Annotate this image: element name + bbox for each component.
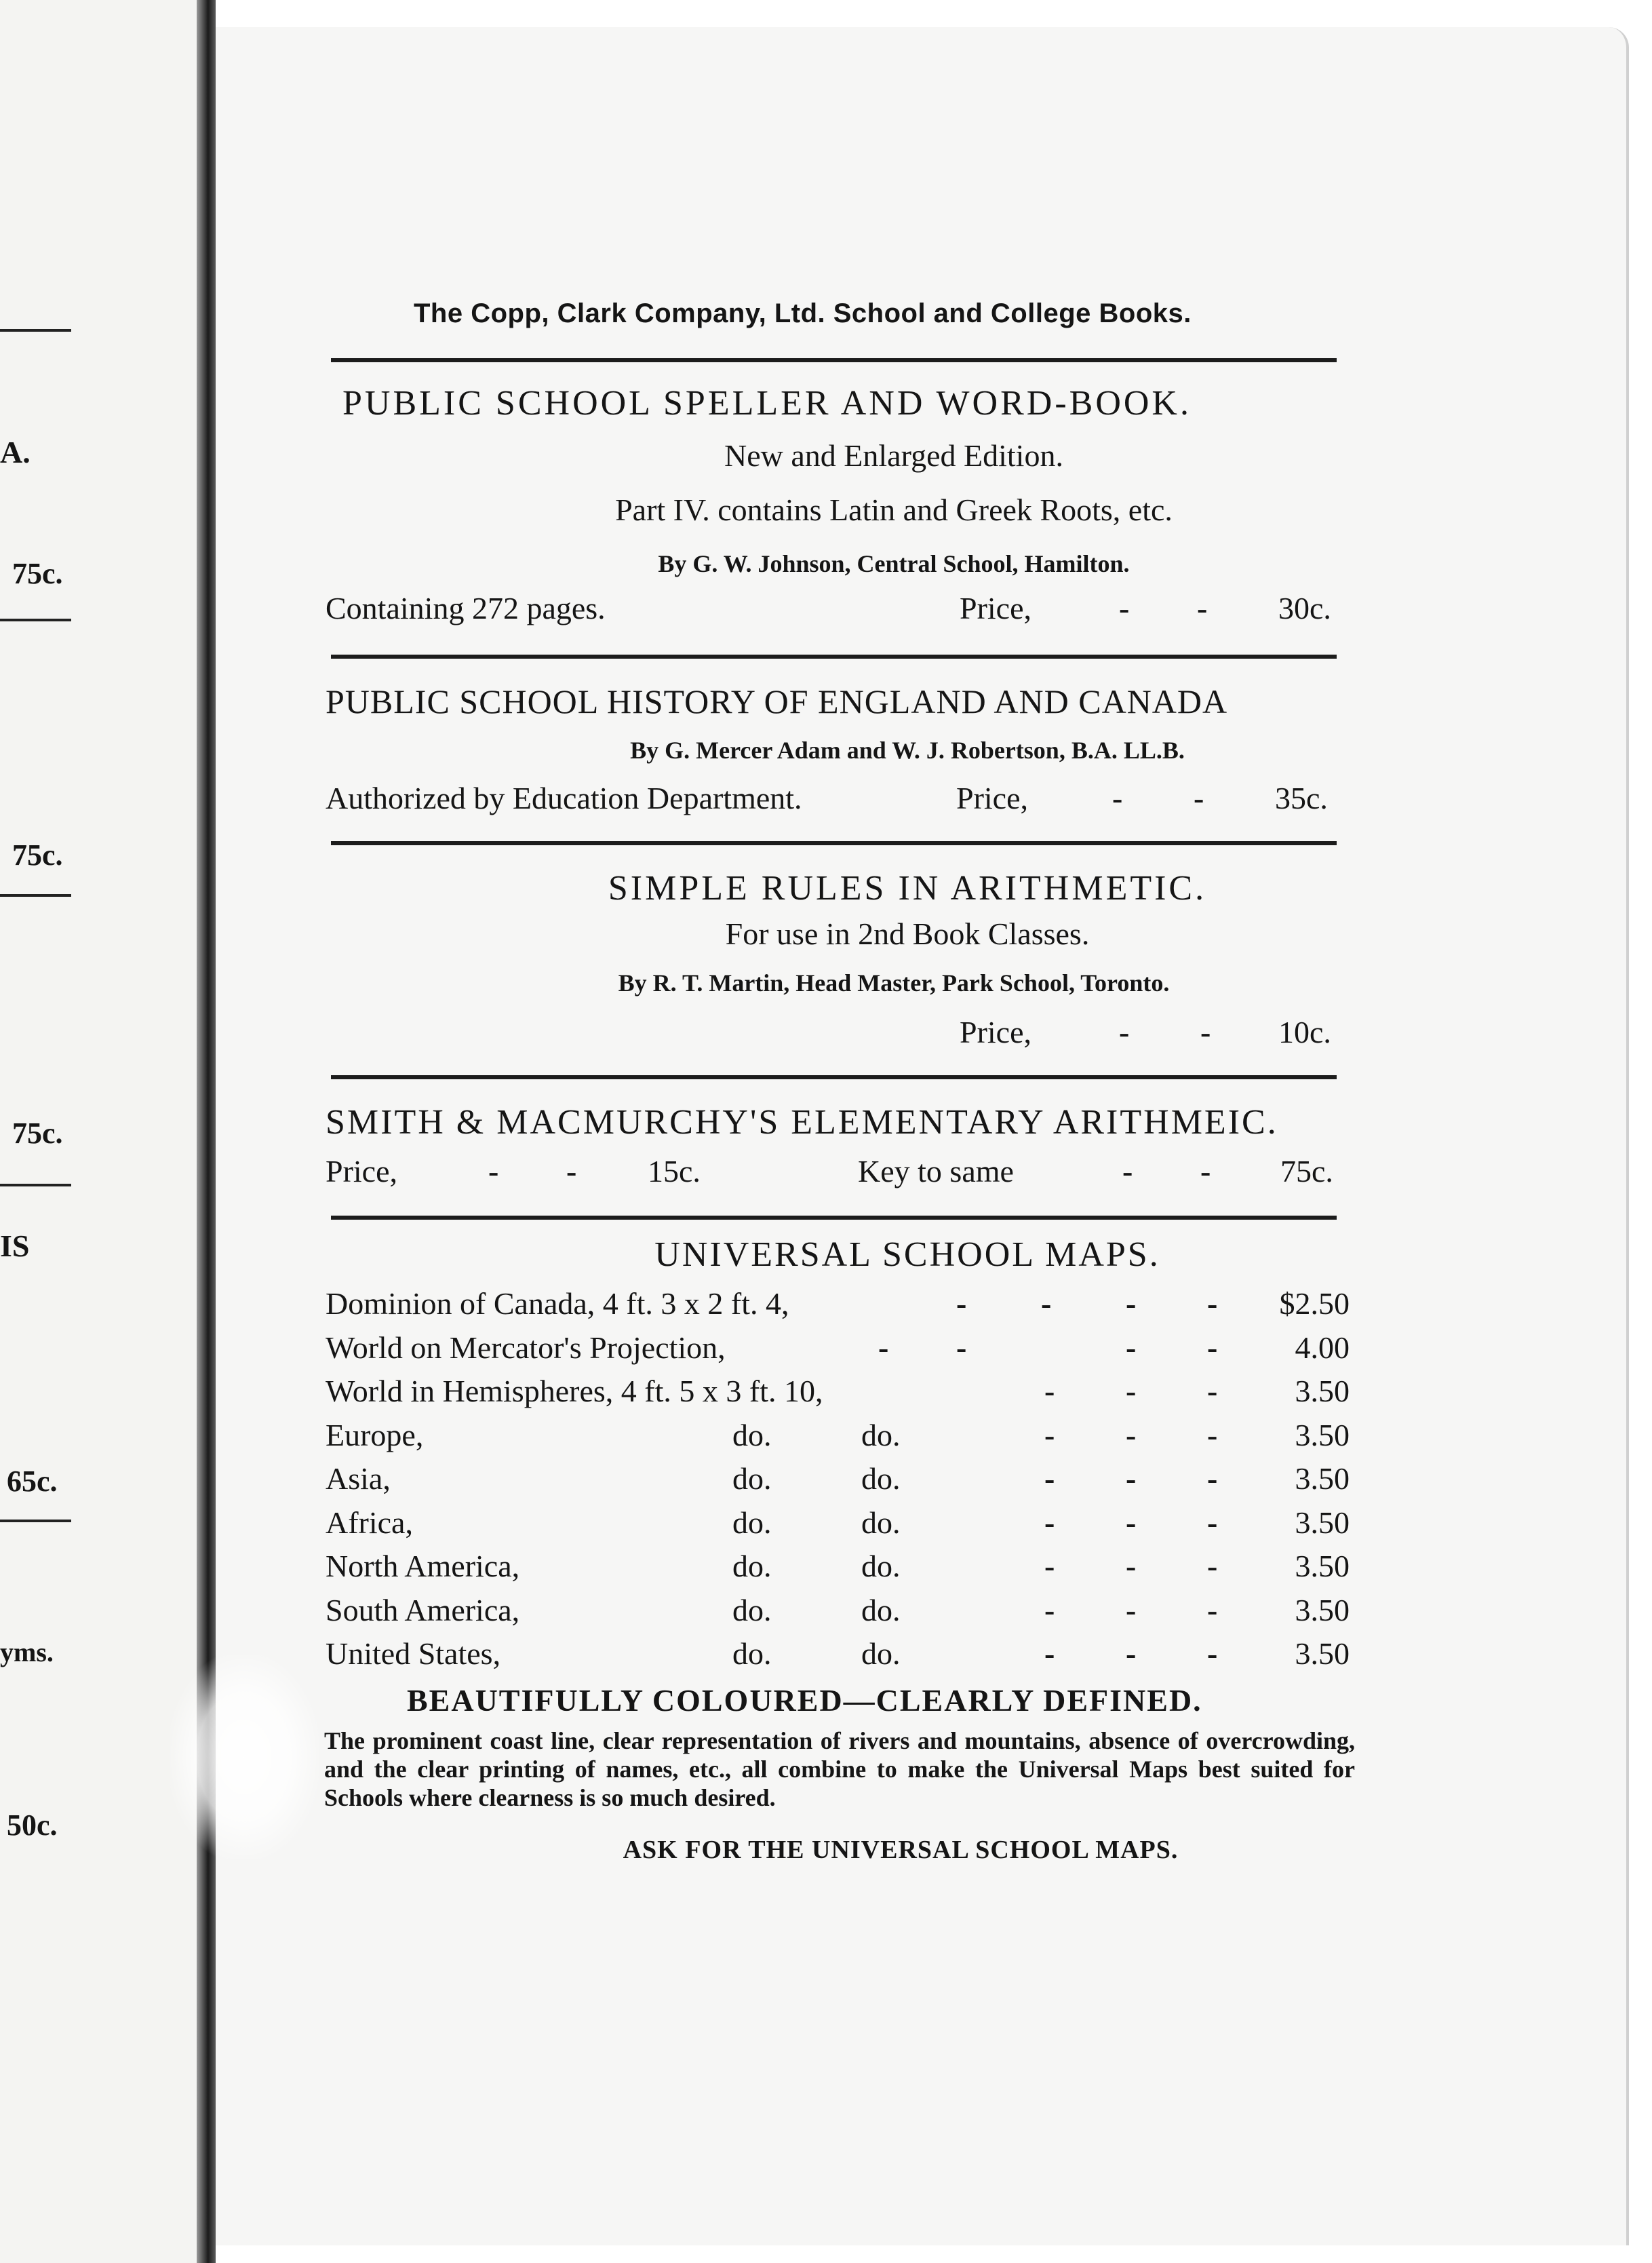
speller-author: By G. W. Johnson, Central School, Hamilton.: [658, 550, 1130, 577]
smith-key-price: 75c.: [1280, 1154, 1333, 1188]
leader-dash: -: [1044, 1592, 1055, 1627]
section-rule: [331, 1216, 1337, 1220]
leader-dash: -: [1207, 1417, 1218, 1452]
right-page: [216, 27, 1629, 2245]
left-page-fragment-text: yms.: [0, 1637, 54, 1667]
map-name: World on Mercator's Projection,: [326, 1330, 726, 1365]
map-price: 3.50: [1295, 1592, 1350, 1627]
arithmetic-title: SIMPLE RULES IN ARITHMETIC.: [608, 869, 1207, 908]
leader-dash: -: [956, 1330, 967, 1365]
maps-description: The prominent coast line, clear representation of rivers and mountains, absence of overcrowding, and the clear printing of names, etc., all combine to make the Universal Maps best suited for Schools where clearness is so much desired.: [324, 1727, 1355, 1811]
speller-title: PUBLIC SCHOOL SPELLER AND WORD-BOOK.: [342, 384, 1192, 423]
leader-dash: -: [1200, 1154, 1211, 1188]
leader-dash: -: [1126, 1592, 1137, 1627]
smith-price: 15c.: [648, 1154, 701, 1188]
history-title: PUBLIC SCHOOL HISTORY OF ENGLAND AND CANADA: [326, 682, 1228, 720]
map-ditto: do.: [861, 1636, 901, 1671]
section-rule: [331, 655, 1337, 659]
leader-dash: -: [1207, 1374, 1218, 1408]
leader-dash: -: [1126, 1374, 1137, 1408]
left-page-fragment-text: IS: [0, 1229, 30, 1263]
leader-dash: -: [1200, 1015, 1211, 1049]
left-page-fragment: A. 75c. 75c. 75c. IS 65c. yms. 50c.: [0, 0, 197, 2263]
leader-dash: -: [1119, 1015, 1130, 1049]
leader-dash: -: [1207, 1505, 1218, 1540]
leader-dash: -: [1044, 1417, 1055, 1452]
map-name: Europe,: [326, 1417, 424, 1452]
maps-title: UNIVERSAL SCHOOL MAPS.: [654, 1235, 1160, 1274]
history-price: 35c.: [1275, 781, 1328, 815]
map-row: [326, 1636, 1350, 1680]
arithmetic-use: For use in 2nd Book Classes.: [725, 916, 1090, 951]
speller-pages: Containing 272 pages.: [326, 591, 606, 625]
map-price: 3.50: [1295, 1374, 1350, 1408]
map-ditto: do.: [732, 1505, 772, 1540]
leader-dash: -: [1126, 1330, 1137, 1365]
leader-dash: -: [1126, 1461, 1137, 1496]
leader-dash: -: [1044, 1461, 1055, 1496]
maps-call-to-action: ASK FOR THE UNIVERSAL SCHOOL MAPS.: [623, 1836, 1179, 1864]
leader-dash: -: [1207, 1330, 1218, 1365]
publisher-header: The Copp, Clark Company, Ltd. School and College Books.: [414, 298, 1192, 328]
map-price: 3.50: [1295, 1461, 1350, 1496]
map-name: South America,: [326, 1592, 520, 1627]
smith-price-label: Price,: [326, 1154, 398, 1188]
map-price: $2.50: [1279, 1286, 1350, 1321]
arithmetic-author: By R. T. Martin, Head Master, Park School, Toronto.: [618, 969, 1170, 997]
leader-dash: -: [1207, 1461, 1218, 1496]
arithmetic-price: 10c.: [1278, 1015, 1331, 1049]
map-row: [326, 1505, 1350, 1549]
smith-key-label: Key to same: [858, 1154, 1014, 1188]
leader-dash: -: [1197, 591, 1208, 625]
map-row: [326, 1373, 1350, 1417]
map-name: North America,: [326, 1549, 520, 1583]
leader-dash: -: [1207, 1592, 1218, 1627]
map-name: Africa,: [326, 1505, 413, 1540]
maps-tagline: BEAUTIFULLY COLOURED—CLEARLY DEFINED.: [407, 1683, 1202, 1718]
speller-part: [0, 492, 1652, 528]
header-rule: [331, 358, 1337, 362]
leader-dash: -: [1122, 1154, 1133, 1188]
section-rule: [331, 1075, 1337, 1079]
map-name: United States,: [326, 1636, 501, 1671]
leader-dash: -: [1044, 1505, 1055, 1540]
section-rule: [331, 841, 1337, 845]
map-ditto: do.: [732, 1592, 772, 1627]
map-price: 3.50: [1295, 1636, 1350, 1671]
arithmetic-price-label: Price,: [960, 1015, 1032, 1049]
history-author: By G. Mercer Adam and W. J. Robertson, B.A. LL.B.: [630, 737, 1185, 764]
leader-dash: -: [956, 1286, 967, 1321]
map-ditto: do.: [732, 1417, 772, 1452]
left-page-fragment-text: A.: [0, 435, 31, 469]
leader-dash: -: [1044, 1636, 1055, 1671]
map-ditto: do.: [861, 1417, 901, 1452]
leader-dash: -: [1126, 1286, 1137, 1321]
leader-dash: -: [1044, 1549, 1055, 1583]
map-price: 4.00: [1295, 1330, 1350, 1365]
leader-dash: -: [1126, 1505, 1137, 1540]
map-row: [326, 1417, 1350, 1461]
map-price: 3.50: [1295, 1417, 1350, 1452]
smith-title: SMITH & MACMURCHY'S ELEMENTARY ARITHMEIC.: [326, 1103, 1278, 1142]
map-name: World in Hemispheres, 4 ft. 5 x 3 ft. 10,: [326, 1374, 823, 1408]
map-ditto: do.: [732, 1461, 772, 1496]
map-row: [326, 1461, 1350, 1505]
leader-dash: -: [1126, 1417, 1137, 1452]
map-row: [326, 1285, 1350, 1330]
page-smudge: [170, 1655, 319, 1859]
map-ditto: do.: [861, 1505, 901, 1540]
leader-dash: -: [1126, 1549, 1137, 1583]
map-price: 3.50: [1295, 1505, 1350, 1540]
speller-price: 30c.: [1278, 591, 1331, 625]
leader-dash: -: [1119, 591, 1130, 625]
leader-dash: -: [1112, 781, 1123, 815]
leader-dash: -: [1207, 1549, 1218, 1583]
leader-dash: -: [1194, 781, 1204, 815]
speller-price-label: Price,: [960, 591, 1032, 625]
map-ditto: do.: [861, 1549, 901, 1583]
map-row: [326, 1330, 1350, 1374]
leader-dash: -: [566, 1154, 577, 1188]
leader-dash: -: [1126, 1636, 1137, 1671]
leader-dash: -: [488, 1154, 499, 1188]
map-ditto: do.: [861, 1461, 901, 1496]
history-price-label: Price,: [956, 781, 1029, 815]
map-row: [326, 1592, 1350, 1636]
leader-dash: -: [1207, 1636, 1218, 1671]
speller-part-text: Part IV. contains Latin and Greek Roots, etc.: [615, 492, 1173, 527]
leader-dash: -: [1207, 1286, 1218, 1321]
history-authorized: Authorized by Education Department.: [326, 781, 802, 815]
leader-dash: -: [878, 1330, 889, 1365]
speller-edition: New and Enlarged Edition.: [724, 438, 1063, 473]
map-ditto: do.: [732, 1549, 772, 1583]
map-row: [326, 1548, 1350, 1592]
map-name: Dominion of Canada, 4 ft. 3 x 2 ft. 4,: [326, 1286, 789, 1321]
map-ditto: do.: [861, 1592, 901, 1627]
maps-price-list: [326, 1285, 1350, 1680]
map-price: 3.50: [1295, 1549, 1350, 1583]
map-ditto: do.: [732, 1636, 772, 1671]
map-name: Asia,: [326, 1461, 391, 1496]
leader-dash: -: [1044, 1374, 1055, 1408]
leader-dash: -: [1041, 1286, 1052, 1321]
